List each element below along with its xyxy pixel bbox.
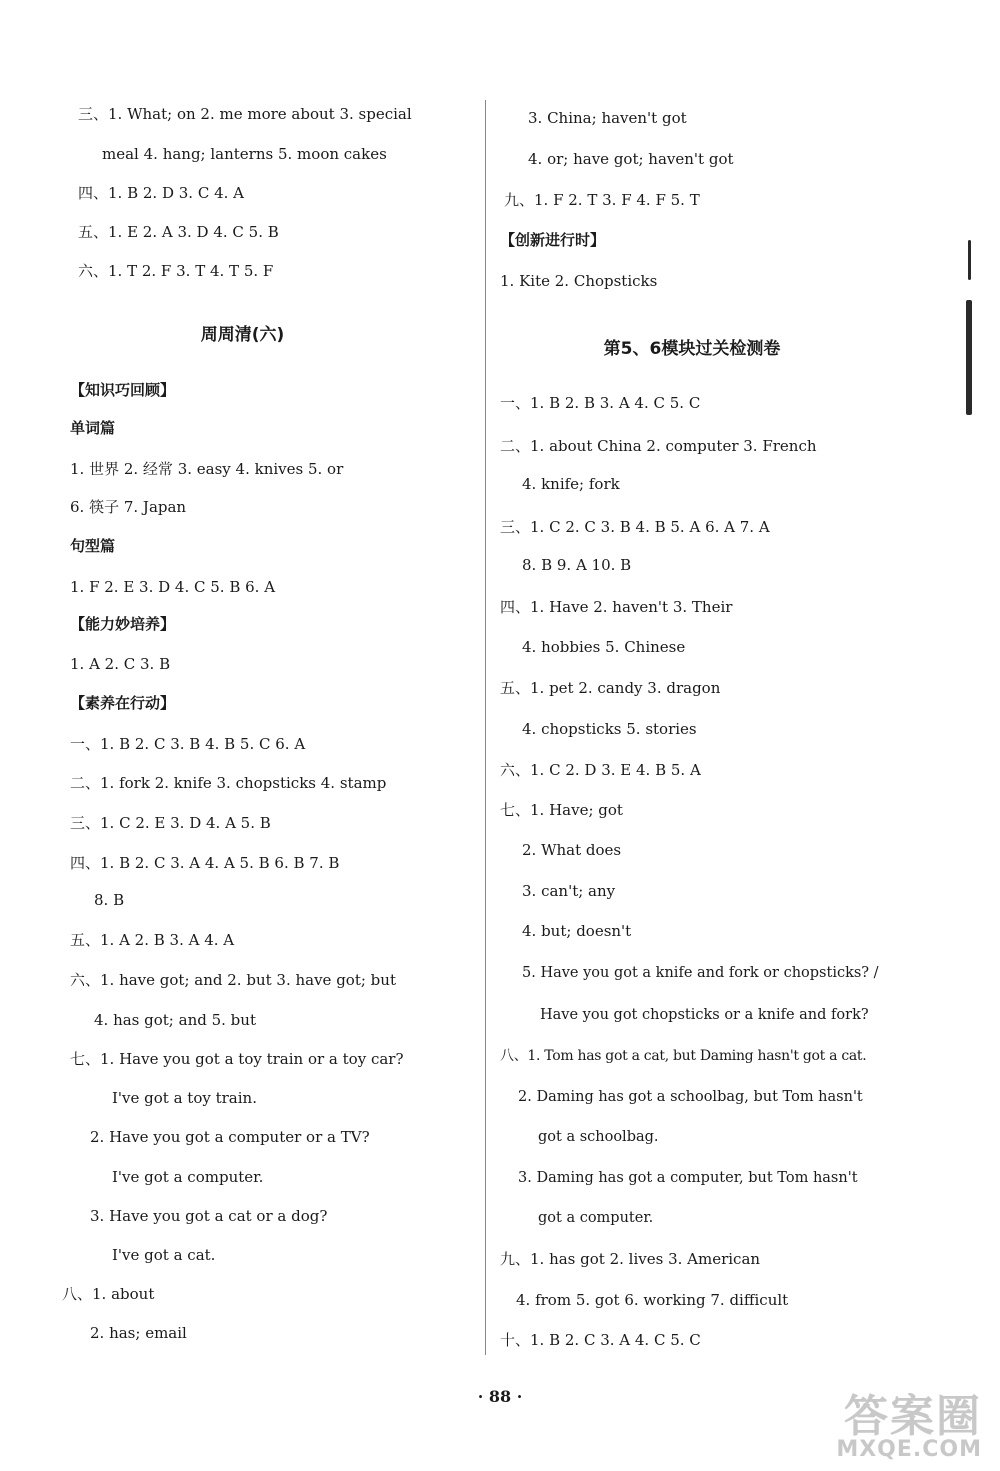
answer-line: 3. can't; any	[522, 882, 616, 900]
answer-line: 九、1. has got 2. lives 3. American	[500, 1250, 761, 1268]
subsection-heading: 单词篇	[70, 419, 116, 437]
page-number: · 88 ·	[477, 1387, 523, 1406]
answer-line: 4. from 5. got 6. working 7. difficult	[516, 1291, 789, 1309]
answer-line: 4. has got; and 5. but	[94, 1011, 256, 1029]
watermark-logo-text: 答案圈	[844, 1391, 982, 1442]
answer-line: I've got a toy train.	[112, 1089, 257, 1107]
answer-line: 5. Have you got a knife and fork or chopsticks? /	[522, 965, 879, 981]
subsection-heading: 【创新进行时】	[500, 231, 606, 249]
answer-line: 三、1. What; on 2. me more about 3. special	[78, 105, 412, 123]
answer-line: 3. China; haven't got	[528, 109, 687, 127]
subsection-heading: 【能力妙培养】	[70, 615, 176, 633]
answer-line: 四、1. Have 2. haven't 3. Their	[500, 598, 733, 616]
answer-line: 1. 世界 2. 经常 3. easy 4. knives 5. or	[70, 460, 344, 478]
answer-line: 8. B 9. A 10. B	[522, 556, 632, 574]
answer-line: 二、1. about China 2. computer 3. French	[500, 437, 817, 455]
answer-line: 8. B	[94, 891, 125, 909]
answer-line: 三、1. C 2. C 3. B 4. B 5. A 6. A 7. A	[500, 518, 770, 536]
answer-line: 十、1. B 2. C 3. A 4. C 5. C	[500, 1331, 701, 1349]
answer-line: 2. What does	[522, 841, 622, 859]
answer-line: 五、1. E 2. A 3. D 4. C 5. B	[78, 223, 279, 241]
answer-line: 4. knife; fork	[522, 475, 620, 493]
answer-line: 七、1. Have; got	[500, 801, 623, 819]
answer-line: 2. Have you got a computer or a TV?	[90, 1128, 370, 1146]
answer-line: 一、1. B 2. C 3. B 4. B 5. C 6. A	[70, 735, 306, 753]
answer-line: 八、1. about	[62, 1285, 155, 1303]
answer-line: 五、1. A 2. B 3. A 4. A	[70, 931, 235, 949]
column-divider	[485, 100, 486, 1355]
answer-line: 4. or; have got; haven't got	[528, 150, 734, 168]
answer-line: 4. chopsticks 5. stories	[522, 720, 697, 738]
answer-line: 六、1. T 2. F 3. T 4. T 5. F	[78, 262, 274, 280]
section-title: 周周清(六)	[200, 325, 285, 345]
answer-line: 1. A 2. C 3. B	[70, 655, 171, 673]
answer-line: I've got a computer.	[112, 1168, 264, 1186]
answer-line: 八、1. Tom has got a cat, but Daming hasn't got a cat.	[500, 1048, 867, 1064]
subsection-heading: 【素养在行动】	[70, 694, 176, 712]
answer-line: 九、1. F 2. T 3. F 4. F 5. T	[504, 191, 700, 209]
scan-edge-mark	[966, 300, 972, 415]
answer-line: Have you got chopsticks or a knife and fork?	[540, 1007, 869, 1023]
answer-line: got a schoolbag.	[538, 1129, 659, 1145]
answer-line: 6. 筷子 7. Japan	[70, 498, 187, 516]
answer-line: I've got a cat.	[112, 1246, 216, 1264]
answer-line: 4. but; doesn't	[522, 922, 632, 940]
section-title: 第5、6模块过关检测卷	[603, 339, 781, 359]
subsection-heading: 【知识巧回顾】	[70, 381, 176, 399]
subsection-heading: 句型篇	[70, 537, 116, 555]
answer-line: 1. F 2. E 3. D 4. C 5. B 6. A	[70, 578, 276, 596]
scan-edge-mark	[968, 240, 971, 280]
answer-line: got a computer.	[538, 1210, 654, 1226]
answer-line: meal 4. hang; lanterns 5. moon cakes	[102, 145, 387, 163]
answer-line: 一、1. B 2. B 3. A 4. C 5. C	[500, 394, 701, 412]
answer-line: 1. Kite 2. Chopsticks	[500, 272, 658, 290]
answer-line: 四、1. B 2. C 3. A 4. A 5. B 6. B 7. B	[70, 854, 340, 872]
answer-line: 六、1. have got; and 2. but 3. have got; but	[70, 971, 396, 989]
answer-line: 2. has; email	[90, 1324, 187, 1342]
watermark-site-text: MXQE.COM	[836, 1437, 982, 1462]
answer-line: 五、1. pet 2. candy 3. dragon	[500, 679, 721, 697]
answer-line: 4. hobbies 5. Chinese	[522, 638, 686, 656]
site-watermark	[836, 1391, 982, 1462]
answer-line: 3. Daming has got a computer, but Tom hasn't	[518, 1170, 858, 1186]
answer-line: 三、1. C 2. E 3. D 4. A 5. B	[70, 814, 271, 832]
answer-line: 2. Daming has got a schoolbag, but Tom hasn't	[518, 1089, 863, 1105]
answer-line: 3. Have you got a cat or a dog?	[90, 1207, 328, 1225]
answer-line: 六、1. C 2. D 3. E 4. B 5. A	[500, 761, 701, 779]
answer-line: 七、1. Have you got a toy train or a toy car?	[70, 1050, 404, 1068]
answer-line: 二、1. fork 2. knife 3. chopsticks 4. stamp	[70, 774, 387, 792]
answer-line: 四、1. B 2. D 3. C 4. A	[78, 184, 244, 202]
